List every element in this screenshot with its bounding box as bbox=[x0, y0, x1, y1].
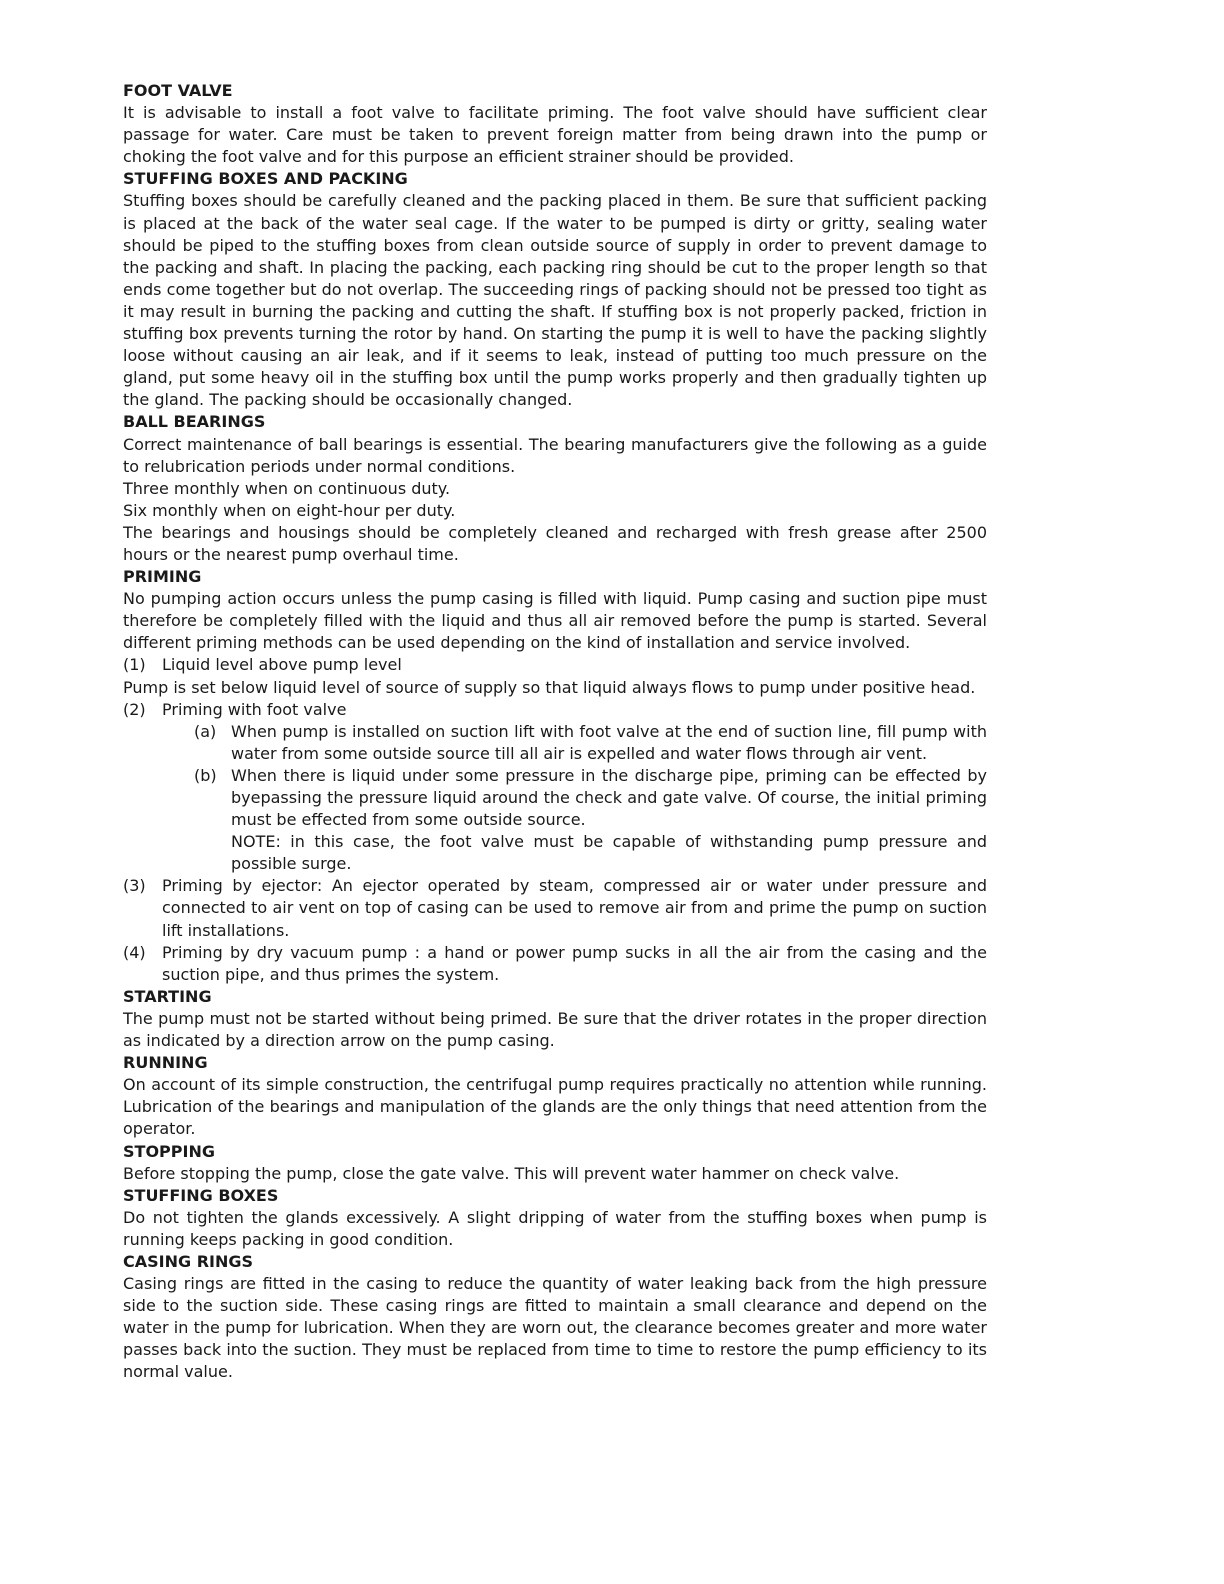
line-three-monthly: Three monthly when on continuous duty. bbox=[123, 478, 451, 498]
priming-item-2 bbox=[123, 699, 987, 721]
priming-item-3 bbox=[123, 875, 987, 941]
item-number: (1) bbox=[123, 655, 146, 675]
paragraph-foot-valve: It is advisable to install a foot valve to facilitate priming. The foot valve should have sufficient clear passage for water. Care must be taken to prevent foreign matter from being drawn into the pump or choking the foot valve and for this purpose an efficient strainer should be provided. bbox=[123, 103, 987, 167]
item-number: (4) bbox=[123, 942, 146, 962]
paragraph-priming-intro: No pumping action occurs unless the pump casing is filled with liquid. Pump casing and suction pipe must therefore be completely filled with the liquid and thus all air removed before the pump is started. Several different priming methods can be used depending on the kind of installation and service involved. bbox=[123, 589, 987, 653]
paragraph-casing-rings: Casing rings are fitted in the casing to reduce the quantity of water leaking back from the high pressure side to the suction side. These casing rings are fitted to maintain a small clearance and depend on the water in the pump for lubrication. When they are worn out, the clearance becomes greater and more water passes back into the suction. They must be replaced from time to time to restore the pump efficiency to its normal value. bbox=[123, 1274, 987, 1382]
subitem-letter: (a) bbox=[194, 721, 217, 741]
heading-stopping: STOPPING bbox=[123, 1141, 215, 1161]
priming-item-4 bbox=[123, 942, 987, 986]
item-text: Liquid level above pump level bbox=[162, 655, 402, 675]
item-number: (2) bbox=[123, 699, 146, 719]
item-text: Priming by ejector: An ejector operated by steam, compressed air or water under pressure and connected to air vent on top of casing can be used to remove air from and prime the pump on suction lift installations. bbox=[162, 876, 987, 940]
priming-item-2b bbox=[123, 765, 987, 831]
item-number: (3) bbox=[123, 876, 146, 896]
item-text: Priming with foot valve bbox=[162, 699, 347, 719]
heading-stuffing-boxes: STUFFING BOXES bbox=[123, 1185, 279, 1205]
heading-stuffing-boxes-packing: STUFFING BOXES AND PACKING bbox=[123, 169, 408, 189]
priming-item-1 bbox=[123, 654, 987, 676]
priming-item-2a bbox=[123, 721, 987, 765]
item-text: Priming by dry vacuum pump : a hand or power pump sucks in all the air from the casing and the suction pipe, and thus primes the system. bbox=[162, 942, 987, 984]
heading-ball-bearings: BALL BEARINGS bbox=[123, 412, 266, 432]
paragraph-running: On account of its simple construction, the centrifugal pump requires practically no attention while running. Lubrication of the bearings and manipulation of the glands are the only things that need attention from the operator. bbox=[123, 1075, 987, 1139]
heading-casing-rings: CASING RINGS bbox=[123, 1251, 254, 1271]
paragraph-stuffing-boxes: Do not tighten the glands excessively. A slight dripping of water from the stuffing boxes when pump is running keeps packing in good condition. bbox=[123, 1207, 987, 1249]
subitem-text: When there is liquid under some pressure in the discharge pipe, priming can be effected by byepassing the pressure liquid around the check and gate valve. Of course, the initial priming must be effected from some outside source. bbox=[231, 765, 987, 830]
subitem-text: When pump is installed on suction lift with foot valve at the end of suction line, fill pump with water from some outside source till all air is expelled and water flows through air vent. bbox=[231, 721, 987, 763]
heading-priming: PRIMING bbox=[123, 567, 202, 587]
heading-foot-valve: FOOT VALVE bbox=[123, 81, 233, 100]
paragraph-stuffing-boxes-packing: Stuffing boxes should be carefully cleaned and the packing placed in them. Be sure that sufficient packing is placed at the back of the water seal cage. If the water to be pumped is dirty or gritty, sealing water should be piped to the stuffing boxes from clean outside source of supply in order to prevent damage to the packing and shaft. In placing the packing, each packing ring should be cut to the proper length so that ends come together but do not overlap. The succeeding rings of packing should not be pressed too tight as it may result in burning the packing and cutting the shaft. If stuffing box is not properly packed, friction in stuffing box prevents turning the rotor by hand. On starting the pump it is well to have the packing slightly loose without causing an air leak, and if it seems to leak, instead of putting too much pressure on the gland, put some heavy oil in the stuffing box until the pump works properly and then gradually tighten up the gland. The packing should be occasionally changed. bbox=[123, 191, 987, 410]
priming-note: NOTE: in this case, the foot valve must be capable of withstanding pump pressure and possible surge. bbox=[231, 832, 987, 874]
document-page bbox=[123, 80, 987, 1384]
heading-running: RUNNING bbox=[123, 1053, 208, 1073]
paragraph-stopping: Before stopping the pump, close the gate valve. This will prevent water hammer on check valve. bbox=[123, 1163, 900, 1183]
heading-starting: STARTING bbox=[123, 986, 212, 1006]
paragraph-ball-bearings-outro: The bearings and housings should be completely cleaned and recharged with fresh grease after 2500 hours or the nearest pump overhaul time. bbox=[123, 522, 987, 564]
paragraph-priming-item-1-body: Pump is set below liquid level of source of supply so that liquid always flows to pump under positive head. bbox=[123, 677, 976, 697]
paragraph-starting: The pump must not be started without being primed. Be sure that the driver rotates in the proper direction as indicated by a direction arrow on the pump casing. bbox=[123, 1008, 987, 1051]
paragraph-ball-bearings-intro: Correct maintenance of ball bearings is essential. The bearing manufacturers give the following as a guide to relubrication periods under normal conditions. bbox=[123, 434, 987, 476]
line-six-monthly: Six monthly when on eight-hour per duty. bbox=[123, 500, 456, 520]
subitem-letter: (b) bbox=[194, 765, 217, 785]
